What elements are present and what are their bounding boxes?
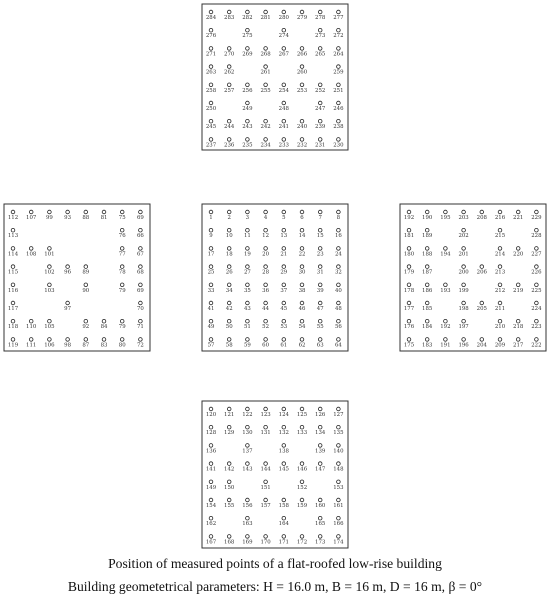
measurement-point-label: 252 <box>315 87 326 94</box>
measurement-point-label: 261 <box>260 69 271 76</box>
measurement-point-label: 197 <box>458 324 469 331</box>
measurement-point-label: 211 <box>494 306 506 312</box>
measurement-point-label: 14 <box>298 233 306 240</box>
measurement-point-label: 107 <box>26 215 37 221</box>
measurement-point-label: 150 <box>224 484 235 491</box>
measurement-point-label: 173 <box>315 539 326 546</box>
measurement-point-label: 19 <box>243 251 251 258</box>
measurement-point-label: 225 <box>531 287 542 294</box>
measurement-point-label: 25 <box>207 269 215 276</box>
measurement-point-label: 275 <box>242 33 253 40</box>
measurement-point-label: 282 <box>242 15 253 21</box>
measurement-point-label: 159 <box>296 503 308 509</box>
measurement-point-label: 229 <box>531 215 542 221</box>
measurement-point-label: 75 <box>118 215 126 221</box>
measurement-point-label: 205 <box>476 306 487 312</box>
measurement-point-label: 105 <box>44 324 55 331</box>
measurement-point-label: 240 <box>296 124 308 131</box>
measurement-point-label: 3 <box>245 215 250 221</box>
measurement-point-label: 215 <box>494 233 506 240</box>
measurement-point-label: 81 <box>100 215 108 221</box>
measurement-point-label: 113 <box>7 233 19 240</box>
measurement-point-label: 5 <box>282 215 286 221</box>
measurement-point-label: 185 <box>422 306 433 312</box>
measurement-point-label: 27 <box>243 269 251 276</box>
measurement-point-label: 180 <box>403 251 415 258</box>
measurement-point-label: 223 <box>531 324 542 331</box>
measurement-point-label: 79 <box>118 324 126 331</box>
measurement-point-label: 212 <box>494 287 506 294</box>
measurement-point-label: 103 <box>44 287 55 294</box>
measurement-point-label: 61 <box>280 342 288 349</box>
measurement-point-label: 239 <box>315 124 326 131</box>
measurement-point-label: 106 <box>44 342 55 349</box>
measurement-point-label: 126 <box>315 412 326 418</box>
measurement-point-label: 131 <box>260 430 271 437</box>
measurement-point-label: 262 <box>224 69 235 76</box>
measurement-point-label: 110 <box>26 324 37 331</box>
measurement-point-label: 166 <box>333 521 344 528</box>
measurement-point-label: 264 <box>333 51 344 58</box>
measurement-point-label: 140 <box>333 448 344 455</box>
measurement-point-label: 221 <box>513 215 524 221</box>
measurement-point-label: 256 <box>242 87 253 94</box>
measurement-point-label: 53 <box>280 324 288 331</box>
measurement-point-label: 118 <box>7 324 19 331</box>
measurement-point-label: 7 <box>318 215 322 221</box>
measurement-point-label: 139 <box>315 448 326 455</box>
measurement-point-label: 179 <box>403 269 415 276</box>
measurement-point-label: 148 <box>333 466 344 473</box>
measurement-point-label: 98 <box>64 342 72 349</box>
measurement-point-label: 49 <box>207 324 215 331</box>
measurement-point-label: 276 <box>205 33 217 40</box>
measurement-point-label: 64 <box>334 342 342 349</box>
measurement-point-label: 199 <box>458 287 469 294</box>
measurement-point-label: 236 <box>224 142 235 149</box>
measurement-point-label: 242 <box>260 124 271 131</box>
measurement-point-label: 279 <box>296 15 308 21</box>
measurement-point-label: 121 <box>224 412 235 418</box>
measurement-point-label: 116 <box>7 287 19 294</box>
measurement-point-label: 56 <box>334 324 342 331</box>
measurement-point-label: 278 <box>315 15 326 21</box>
measurement-point-label: 172 <box>296 539 308 546</box>
measurement-point-label: 99 <box>45 215 53 221</box>
measurement-point-label: 30 <box>298 269 306 276</box>
measurement-point-label: 206 <box>476 269 487 276</box>
measurement-point-label: 192 <box>403 215 415 221</box>
measurement-point-label: 193 <box>440 287 451 294</box>
measurement-point-label: 169 <box>242 539 253 546</box>
measurement-point-label: 130 <box>242 430 253 437</box>
measurement-point-label: 268 <box>260 51 271 58</box>
measurement-point-label: 35 <box>243 287 251 294</box>
measurement-point-label: 39 <box>316 287 324 294</box>
measurement-point-label: 129 <box>224 430 235 437</box>
measurement-point-label: 44 <box>262 306 270 312</box>
measurement-point-label: 108 <box>26 251 37 258</box>
measurement-point-label: 257 <box>224 87 235 94</box>
measurement-point-label: 120 <box>205 412 217 418</box>
measurement-point-label: 190 <box>422 215 433 221</box>
measurement-point-label: 175 <box>403 342 415 349</box>
measurement-point-label: 232 <box>296 142 308 149</box>
measurement-point-label: 208 <box>476 215 487 221</box>
measurement-point-label: 83 <box>100 342 108 349</box>
measurement-point-label: 4 <box>263 215 268 221</box>
measurement-point-label: 220 <box>513 251 524 258</box>
measurement-point-label: 224 <box>531 306 542 312</box>
measurement-point-label: 250 <box>205 106 217 112</box>
measurement-point-label: 263 <box>205 69 217 76</box>
panel-center-outline <box>202 204 348 351</box>
measurement-point-label: 24 <box>334 251 342 258</box>
measurement-point-label: 191 <box>440 342 451 349</box>
measurement-point-label: 195 <box>440 215 451 221</box>
measurement-point-label: 192 <box>440 324 451 331</box>
measurement-point-label: 228 <box>531 233 542 240</box>
measurement-point-label: 248 <box>278 106 289 112</box>
measurement-point-label: 51 <box>243 324 251 331</box>
measurement-point-label: 84 <box>100 324 108 331</box>
caption-parameters: Building geometetrical parameters: H = 16.0 m, B = 16 m, D = 16 m, β = 0° <box>67 579 483 594</box>
measurement-point-label: 12 <box>262 233 270 240</box>
measurement-point-label: 124 <box>278 412 289 418</box>
measurement-point-label: 176 <box>403 324 415 331</box>
measurement-point-label: 62 <box>298 342 306 349</box>
measurement-point-label: 48 <box>334 306 342 312</box>
measurement-point-label: 87 <box>82 342 90 349</box>
measurement-point-label: 80 <box>118 342 126 349</box>
measurement-point-label: 125 <box>296 412 308 418</box>
measurement-point-label: 160 <box>315 503 326 509</box>
measurement-point-label: 200 <box>458 269 469 276</box>
measurement-point-label: 259 <box>333 69 344 76</box>
measurement-point-label: 47 <box>316 306 324 312</box>
measurement-point-label: 9 <box>209 233 213 240</box>
measurement-point-label: 149 <box>205 484 217 491</box>
measurement-point-label: 219 <box>513 287 524 294</box>
caption-title: Position of measured points of a flat-roofed low-rise building <box>108 556 442 571</box>
measurement-point-label: 69 <box>136 287 144 294</box>
measurement-point-label: 281 <box>260 15 271 21</box>
measurement-point-label: 77 <box>118 251 126 258</box>
measurement-point-label: 123 <box>260 412 271 418</box>
measurement-point-label: 177 <box>403 306 415 312</box>
measurement-point-label: 267 <box>278 51 289 58</box>
measurement-point-label: 147 <box>315 466 326 473</box>
measurement-point-label: 209 <box>494 342 506 349</box>
measurement-point-label: 40 <box>334 287 342 294</box>
measurement-point-label: 55 <box>316 324 324 331</box>
measurement-point-label: 152 <box>296 484 308 491</box>
measurement-point-label: 188 <box>422 251 433 258</box>
measurement-point-label: 43 <box>243 306 251 312</box>
measurement-point-label: 235 <box>242 142 253 149</box>
measurement-point-label: 213 <box>494 269 506 276</box>
measurement-point-label: 274 <box>278 33 289 40</box>
measurement-point-label: 168 <box>224 539 235 546</box>
measurement-point-label: 144 <box>260 466 271 473</box>
panel-bottom-outline <box>202 401 348 548</box>
measurement-point-label: 117 <box>7 306 19 312</box>
measurement-point-label: 227 <box>531 251 542 258</box>
measurement-point-label: 78 <box>118 269 126 276</box>
measurement-point-label: 135 <box>333 430 344 437</box>
measurement-point-label: 203 <box>458 215 469 221</box>
measurement-point-label: 21 <box>280 251 288 258</box>
measurement-point-label: 28 <box>262 269 270 276</box>
measurement-point-label: 214 <box>494 251 506 258</box>
measurement-point-label: 102 <box>44 269 55 276</box>
measurement-point-label: 1 <box>209 215 213 221</box>
measurement-point-label: 31 <box>316 269 324 276</box>
measurement-point-label: 36 <box>262 287 270 294</box>
measurement-point-label: 164 <box>278 521 289 528</box>
measurement-point-label: 26 <box>225 269 233 276</box>
measurement-point-label: 162 <box>205 521 217 528</box>
measurement-point-label: 151 <box>260 484 271 491</box>
measurement-point-label: 127 <box>333 412 344 418</box>
measurement-point-label: 157 <box>260 503 271 509</box>
measurement-point-label: 269 <box>242 51 253 58</box>
measurement-point-label: 132 <box>278 430 289 437</box>
measurement-point-label: 13 <box>280 233 288 240</box>
measurement-point-label: 72 <box>136 342 144 349</box>
measurement-point-label: 247 <box>315 106 326 112</box>
measurement-point-label: 241 <box>278 124 289 131</box>
measurement-point-label: 258 <box>205 87 217 94</box>
measurement-point-label: 29 <box>280 269 288 276</box>
measurement-point-label: 70 <box>136 306 144 312</box>
measurement-point-label: 246 <box>333 106 344 112</box>
measurement-point-label: 253 <box>296 87 308 94</box>
measurement-point-label: 52 <box>262 324 270 331</box>
measurement-point-label: 167 <box>205 539 217 546</box>
measurement-point-label: 38 <box>298 287 306 294</box>
measurement-point-label: 89 <box>82 269 90 276</box>
measurement-point-label: 283 <box>224 15 235 21</box>
measurement-point-label: 237 <box>205 142 217 149</box>
measurement-point-label: 189 <box>422 233 433 240</box>
measurement-point-label: 251 <box>333 87 344 94</box>
measurement-point-label: 136 <box>205 448 217 455</box>
measurement-point-label: 284 <box>205 15 217 21</box>
measurement-point-label: 230 <box>333 142 344 149</box>
measurement-point-label: 111 <box>26 342 37 349</box>
measurement-point-label: 238 <box>333 124 344 131</box>
measurement-point-label: 115 <box>7 269 19 276</box>
measurement-point-label: 233 <box>278 142 289 149</box>
measurement-point-label: 20 <box>262 251 270 258</box>
measurement-point-label: 272 <box>333 33 344 40</box>
measurement-point-label: 66 <box>136 233 144 240</box>
measurement-point-label: 69 <box>136 215 144 221</box>
measurement-point-label: 17 <box>207 251 215 258</box>
measurement-point-label: 163 <box>242 521 253 528</box>
measurement-point-label: 119 <box>7 342 19 349</box>
measurement-point-label: 128 <box>205 430 217 437</box>
measurement-point-label: 158 <box>278 503 289 509</box>
measurement-point-label: 11 <box>243 233 251 240</box>
measurement-point-label: 101 <box>44 251 55 258</box>
measurement-point-label: 170 <box>260 539 271 546</box>
measurement-point-label: 216 <box>494 215 506 221</box>
measurement-point-label: 45 <box>280 306 288 312</box>
measurement-point-label: 226 <box>531 269 542 276</box>
measurement-point-label: 141 <box>205 466 217 473</box>
measurement-point-label: 50 <box>225 324 233 331</box>
measurement-point-label: 265 <box>315 51 326 58</box>
measurement-point-label: 37 <box>280 287 288 294</box>
measurement-point-label: 68 <box>136 269 144 276</box>
measurement-point-label: 243 <box>242 124 253 131</box>
measurement-point-label: 234 <box>260 142 271 149</box>
measurement-point-label: 194 <box>440 251 451 258</box>
measurement-point-label: 137 <box>242 448 253 455</box>
measurement-point-label: 114 <box>7 251 19 258</box>
measurement-point-label: 143 <box>242 466 253 473</box>
measurement-point-label: 46 <box>298 306 306 312</box>
measurement-point-label: 186 <box>422 287 433 294</box>
measurement-point-label: 217 <box>513 342 524 349</box>
measurement-point-label: 222 <box>531 342 542 349</box>
measurement-point-label: 201 <box>458 251 469 258</box>
measurement-point-label: 8 <box>336 215 341 221</box>
measurement-point-label: 277 <box>333 15 344 21</box>
measurement-point-label: 196 <box>458 342 469 349</box>
measurement-point-label: 42 <box>225 306 233 312</box>
measurement-point-label: 16 <box>334 233 342 240</box>
measurement-point-label: 146 <box>296 466 308 473</box>
measurement-point-label: 254 <box>278 87 289 94</box>
measurement-point-label: 6 <box>300 215 304 221</box>
measurement-point-label: 244 <box>224 124 235 131</box>
measurement-point-label: 76 <box>118 233 126 240</box>
measurement-point-label: 183 <box>422 342 433 349</box>
measurement-point-label: 34 <box>225 287 233 294</box>
measurement-point-label: 271 <box>205 51 217 58</box>
measurement-point-label: 57 <box>207 342 215 349</box>
measurement-point-label: 161 <box>333 503 344 509</box>
measurement-point-label: 10 <box>225 233 233 240</box>
measurement-point-label: 153 <box>333 484 344 491</box>
measurement-point-label: 63 <box>316 342 324 349</box>
measurement-point-label: 171 <box>278 539 289 546</box>
measurement-point-label: 280 <box>278 15 289 21</box>
measurement-point-label: 59 <box>243 342 251 349</box>
measurement-point-label: 270 <box>224 51 235 58</box>
measurement-point-label: 231 <box>315 142 326 149</box>
measurement-point-label: 2 <box>227 215 231 221</box>
measurement-point-label: 134 <box>315 430 326 437</box>
measurement-point-label: 245 <box>205 124 217 131</box>
measurement-point-label: 22 <box>298 251 306 258</box>
measurement-point-label: 97 <box>64 306 72 312</box>
measurement-point-label: 122 <box>242 412 253 418</box>
measurement-point-label: 33 <box>207 287 215 294</box>
measurement-point-label: 60 <box>262 342 270 349</box>
measurement-point-label: 145 <box>278 466 289 473</box>
measurement-point-label: 155 <box>224 503 235 509</box>
measurement-point-label: 90 <box>82 287 90 294</box>
measurement-point-label: 88 <box>82 215 90 221</box>
measurement-point-label: 138 <box>278 448 289 455</box>
measurement-point-label: 54 <box>298 324 306 331</box>
measurement-point-label: 266 <box>296 51 308 58</box>
measurement-point-label: 255 <box>260 87 271 94</box>
measurement-point-label: 133 <box>296 430 308 437</box>
measurement-point-label: 198 <box>458 306 469 312</box>
measurement-point-label: 112 <box>7 215 19 221</box>
measurement-point-label: 204 <box>476 342 487 349</box>
measurement-point-label: 178 <box>403 287 415 294</box>
measurement-point-label: 93 <box>64 215 72 221</box>
measurement-point-label: 184 <box>422 324 433 331</box>
measurement-point-label: 156 <box>242 503 253 509</box>
measurement-point-label: 218 <box>513 324 524 331</box>
measurement-point-label: 181 <box>403 233 415 240</box>
measurement-point-label: 92 <box>82 324 90 331</box>
measurement-point-label: 41 <box>207 306 215 312</box>
measurement-point-label: 210 <box>494 324 506 331</box>
measurement-point-label: 249 <box>242 106 253 112</box>
measurement-point-label: 79 <box>118 287 126 294</box>
measurement-point-label: 142 <box>224 466 235 473</box>
measurement-point-label: 154 <box>205 503 217 509</box>
measurement-point-label: 23 <box>316 251 324 258</box>
measurement-point-label: 273 <box>315 33 326 40</box>
measurement-point-label: 96 <box>64 269 72 276</box>
measurement-point-label: 174 <box>333 539 344 546</box>
measurement-point-label: 58 <box>225 342 233 349</box>
measurement-point-label: 67 <box>136 251 144 258</box>
measurement-point-label: 32 <box>334 269 342 276</box>
measurement-point-label: 18 <box>225 251 233 258</box>
measurement-point-label: 260 <box>296 69 308 76</box>
measurement-point-label: 187 <box>422 269 433 276</box>
measurement-point-label: 202 <box>458 233 469 240</box>
measurement-point-label: 15 <box>316 233 324 240</box>
measurement-point-label: 165 <box>315 521 326 528</box>
measurement-point-label: 71 <box>136 324 144 331</box>
